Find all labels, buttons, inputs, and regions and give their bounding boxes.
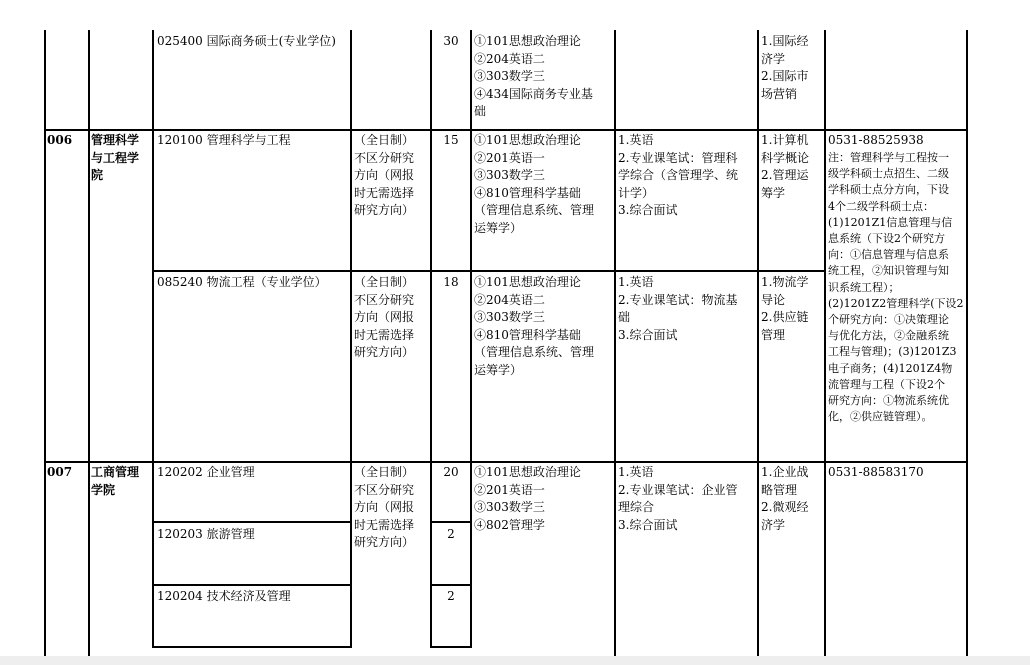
row-border-120204-top <box>152 584 352 586</box>
row-border-007-top <box>44 461 968 463</box>
col-divider-enroll-left <box>430 30 432 648</box>
table-border-right <box>966 30 968 656</box>
row-border-006-top <box>44 129 968 131</box>
contact-phone: 0531-88583170 <box>828 465 924 479</box>
study-mode: （全日制） 不区分研究 方向（网报 时无需选择 研究方向） <box>354 275 415 360</box>
enroll-border-120203-top <box>430 521 472 523</box>
row-border-120204-bottom <box>152 646 352 648</box>
col-divider-tongkao-left <box>757 30 759 656</box>
major-name: 025400 国际商务硕士(专业学位) <box>157 34 336 48</box>
exam-subjects: ①101思想政治理论 ②201英语一 ③303数学三 ④810管理科学基础 （管理信息系统、管理 运筹学） <box>474 133 595 235</box>
exam-subjects: ①101思想政治理论 ②201英语一 ③303数学三 ④802管理学 <box>474 465 581 532</box>
row-border-120203-top <box>152 521 352 523</box>
tongkao-subjects: 1.企业战 略管理 2.微观经 济学 <box>761 465 809 532</box>
study-mode: （全日制） 不区分研究 方向（网报 时无需选择 研究方向） <box>354 133 415 218</box>
tongkao-subjects: 1.物流学 导论 2.供应链 管理 <box>761 275 809 342</box>
viewer-bottom-edge <box>0 656 1030 665</box>
col-divider-college <box>88 30 90 656</box>
major-name: 085240 物流工程（专业学位） <box>157 275 327 289</box>
retest-subjects: 1.英语 2.专业课笔试：物流基 础 3.综合面试 <box>618 275 738 342</box>
enroll-count: 30 <box>443 34 459 48</box>
enroll-count: 20 <box>443 465 459 479</box>
row-border-085240-top <box>152 270 826 272</box>
retest-subjects: 1.英语 2.专业课笔试：管理科 学综合（含管理学、统 计学） 3.综合面试 <box>618 133 739 218</box>
retest-subjects: 1.英语 2.专业课笔试：企业管 理综合 3.综合面试 <box>618 465 738 532</box>
contact-phone: 0531-88525938 <box>828 133 924 147</box>
col-divider-major-left <box>152 30 154 648</box>
major-name: 120100 管理科学与工程 <box>157 133 291 147</box>
enroll-count: 18 <box>443 275 459 289</box>
exam-subjects: ①101思想政治理论 ②204英语二 ③303数学三 ④810管理科学基础 （管理信息系统、管理 运筹学） <box>474 275 595 377</box>
table-border-left <box>44 30 46 656</box>
tongkao-subjects: 1.国际经 济学 2.国际市 场营销 <box>761 34 809 101</box>
remarks-note: 注：管理科学与工程按一 级学科硕士点招生、二级 学科硕士点分方向，下设 4个二级学科硕士点： (1)1201Z1信息管理与信 息系统（下设2个研究方 向：①信息管理与信息系 统工程，②知识管理与知 识系统工程）； (2)1201Z2管理科学(下设2 个研究方向：①决策理论 与优化方法，②金融系统 工程与管理)；(3)1201Z3 电子商务；(4)1201Z4物 流管理与工程（下设2个 研究方向：①物流系统优 化，②供应链管理）。 <box>828 151 964 424</box>
enroll-count: 15 <box>443 133 459 147</box>
major-name: 120204 技术经济及管理 <box>157 589 291 603</box>
col-divider-exam-right <box>614 30 616 656</box>
col-divider-major-right <box>350 30 352 648</box>
enroll-border-bottom <box>430 646 472 648</box>
exam-subjects: ①101思想政治理论 ②204英语二 ③303数学三 ④434国际商务专业基 础 <box>474 34 593 119</box>
major-name: 120203 旅游管理 <box>157 527 255 541</box>
college-code: 006 <box>47 133 73 147</box>
enroll-count: 2 <box>447 589 455 603</box>
col-divider-enroll-right <box>470 30 472 648</box>
college-name: 管理科学 与工程学 院 <box>91 133 140 183</box>
enroll-border-120204-top <box>430 584 472 586</box>
enroll-count: 2 <box>447 527 455 541</box>
major-name: 120202 企业管理 <box>157 465 255 479</box>
col-divider-tongkao-right <box>824 30 826 656</box>
tongkao-subjects: 1.计算机 科学概论 2.管理运 筹学 <box>761 133 810 200</box>
college-name: 工商管理 学院 <box>91 465 140 497</box>
study-mode: （全日制） 不区分研究 方向（网报 时无需选择 研究方向） <box>354 465 415 550</box>
college-code: 007 <box>47 465 73 479</box>
